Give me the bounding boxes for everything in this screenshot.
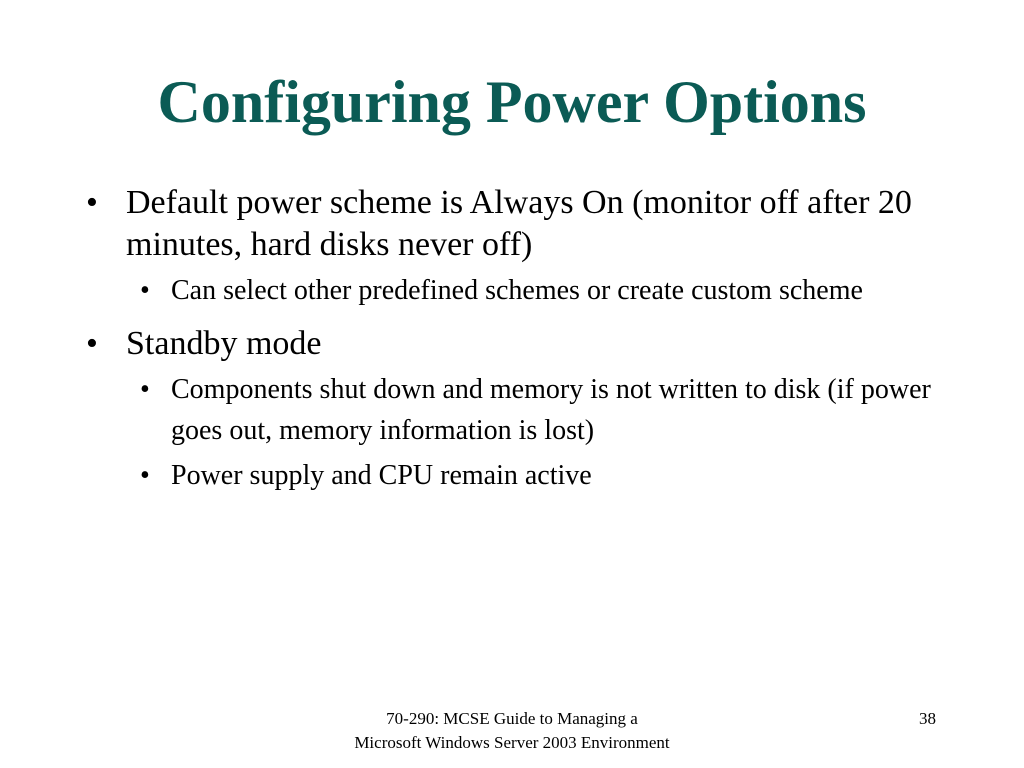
sub-bullet-icon: • xyxy=(140,460,150,491)
footer-course-title xyxy=(312,707,712,755)
sub-bullet-item xyxy=(80,369,950,451)
bullet-icon: • xyxy=(86,184,98,221)
bullet-item xyxy=(80,182,950,266)
page-number: 38 xyxy=(919,709,936,728)
sub-bullet-icon: • xyxy=(140,374,150,405)
sub-bullet-item xyxy=(80,455,950,496)
bullet-item xyxy=(80,323,950,365)
bullet-icon: • xyxy=(86,325,98,362)
bullet-text: Default power scheme is Always On (monitor off after 20 minutes, hard disks never off) xyxy=(126,184,912,263)
sub-bullet-icon: • xyxy=(140,275,150,306)
footer-line-1: 70-290: MCSE Guide to Managing a xyxy=(386,709,638,728)
bullet-text: Standby mode xyxy=(126,325,322,362)
sub-bullet-text: Components shut down and memory is not written to disk (if power goes out, memory information is lost) xyxy=(171,374,931,446)
sub-bullet-text: Can select other predefined schemes or create custom scheme xyxy=(171,275,863,306)
sub-bullet-item xyxy=(80,270,950,311)
slide-content xyxy=(80,182,950,496)
sub-bullet-text: Power supply and CPU remain active xyxy=(171,460,592,491)
slide-title: Configuring Power Options xyxy=(157,69,867,135)
footer-line-2: Microsoft Windows Server 2003 Environment xyxy=(354,733,670,752)
